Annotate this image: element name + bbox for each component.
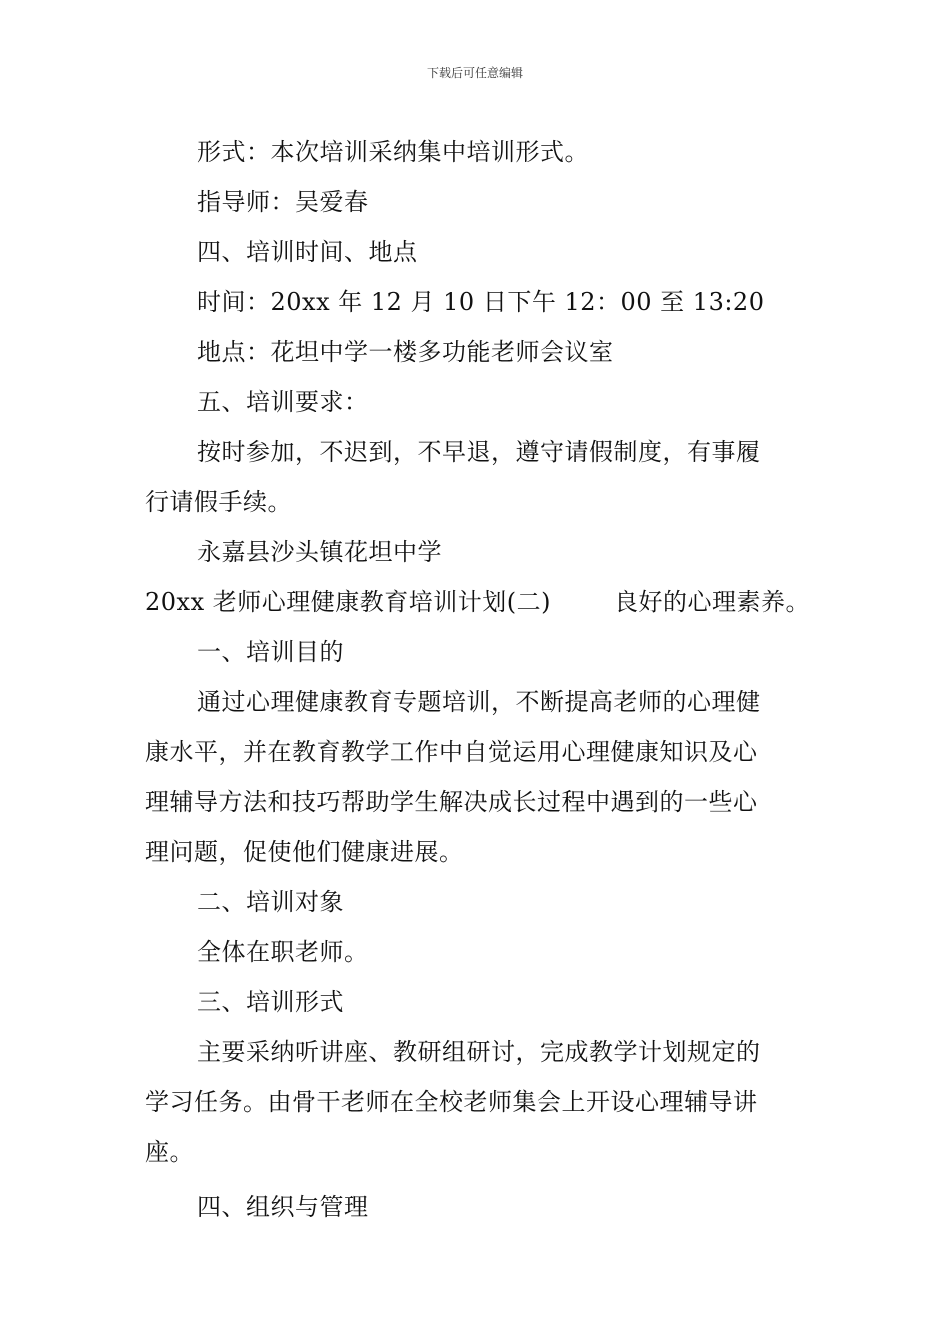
paragraph-time: 时间：20xx 年 12 月 10 日下午 12：00 至 13:20 xyxy=(197,288,765,316)
paragraph-purpose-line-4: 理问题，促使他们健康进展。 xyxy=(145,838,464,866)
section-heading-format: 三、培训形式 xyxy=(197,988,344,1016)
paragraph-purpose-line-2: 康水平，并在教育教学工作中自觉运用心理健康知识及心 xyxy=(145,738,758,766)
plan-title-line xyxy=(145,577,810,627)
paragraph-requirements-line-1: 按时参加，不迟到，不早退，遵守请假制度，有事履 xyxy=(197,438,761,466)
plan-title-trailing-text: 良好的心理素养。 xyxy=(614,588,810,616)
paragraph-instructor: 指导师：吴爱春 xyxy=(197,188,369,216)
page-header: 下载后可任意编辑 xyxy=(426,66,523,80)
paragraph-format-line-2: 学习任务。由骨干老师在全校老师集会上开设心理辅导讲 xyxy=(145,1088,758,1116)
school-name: 永嘉县沙头镇花坦中学 xyxy=(197,538,442,566)
paragraph-purpose-line-1: 通过心理健康教育专题培训，不断提高老师的心理健 xyxy=(197,688,761,716)
section-heading-audience: 二、培训对象 xyxy=(197,888,344,916)
paragraph-format-line-3: 座。 xyxy=(145,1138,194,1166)
paragraph-place: 地点：花坦中学一楼多功能老师会议室 xyxy=(197,338,614,366)
section-heading-time-place: 四、培训时间、地点 xyxy=(197,238,418,266)
section-heading-purpose: 一、培训目的 xyxy=(197,638,344,666)
document-body xyxy=(145,127,810,1232)
section-heading-organization: 四、组织与管理 xyxy=(197,1193,369,1221)
paragraph-form: 形式：本次培训采纳集中培训形式。 xyxy=(197,138,589,166)
paragraph-audience: 全体在职老师。 xyxy=(197,938,369,966)
section-heading-requirements: 五、培训要求： xyxy=(197,388,369,416)
paragraph-format-line-1: 主要采纳听讲座、教研组研讨，完成教学计划规定的 xyxy=(197,1038,761,1066)
plan-title: 20xx 老师心理健康教育培训计划(二) xyxy=(145,588,551,616)
paragraph-purpose-line-3: 理辅导方法和技巧帮助学生解决成长过程中遇到的一些心 xyxy=(145,788,758,816)
paragraph-requirements-line-2: 行请假手续。 xyxy=(145,488,292,516)
